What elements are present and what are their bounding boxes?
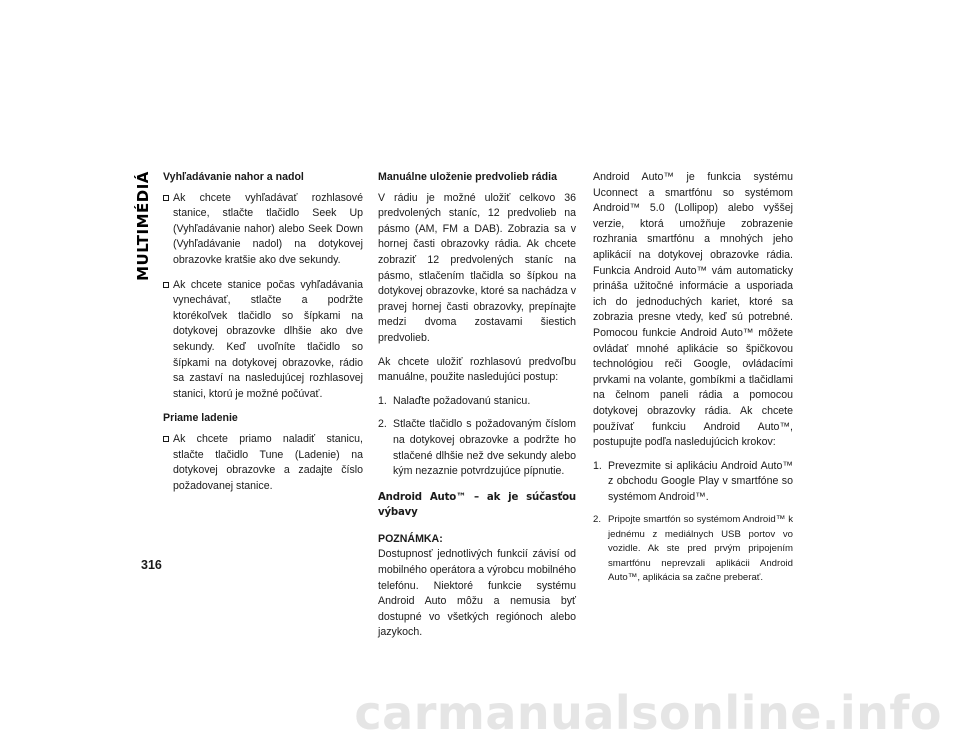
bullet-text: Ak chcete stanice počas vyhľadávania vynechávať, stlačte a podržte ktorékoľvek tlačidlo so šípkami na dotykovej obrazovke dlhšie ako dve sekundy. Keď uvoľníte tlačidlo so šípkami na dotykovej obrazovke, rádio sa zastaví na nasledujúcej rozhlasovej stanici, ktorú je možné počúvať.: [173, 278, 363, 400]
heading-android-auto: Android Auto™ – ak je súčasťou výbavy: [378, 491, 576, 519]
column-right: [593, 170, 793, 594]
chapter-side-tab: [132, 170, 154, 282]
page-number: 316: [141, 558, 162, 572]
bullet-item: [163, 191, 363, 269]
note-heading: POZNÁMKA:: [378, 532, 443, 545]
list-item: [593, 459, 793, 506]
paragraph-android-auto: Android Auto™ je funkcia systému Uconnect a smartfónu so systémom Android™ 5.0 (Lollipop) alebo vyššej verzie, ktorá umožňuje zobrazenie rozhrania smartfónu a mnohých jeho aplikácií na dotykovej obrazovke rádia. Funkcia Android Auto™ vám automaticky prináša užitočné informácie a usporiada ich do jednoduchých kariet, ktoré sa zobrazia presne vtedy, keď sú potrebné. Pomocou funkcie Android Auto™ môžete ovládať mnohé aplikácie so špičkovou technológiou reči Google, ovládacími prvkami na volante, gombíkmi a tlačidlami na čelnom paneli rádia a pomocou dotykovej obrazovky rádia. Ak chcete používať funkciu Android Auto™, postupujte podľa nasledujúcich krokov:: [593, 171, 793, 449]
footer: [0, 660, 960, 742]
square-bullet-icon: [163, 282, 169, 288]
column-middle: [378, 170, 576, 641]
list-text: Stlačte tlačidlo s požadovaným číslom na dotykovej obrazovke a podržte ho stlačené dlhšie než dve sekundy alebo kým nezaznie potvrdzujúce pípnutie.: [393, 418, 576, 478]
list-text: Pripojte smartfón so systémom Android™ k jednému z mediálnych USB portov vo vozidle. Ak ste pred prvým pripojením smartfónu neprevzali aplikácii Android Auto™, aplikácia sa začne preberať.: [608, 514, 793, 584]
heading-seek: Vyhľadávanie nahor a nadol: [163, 171, 304, 183]
watermark-text: carmanualsonline.info: [354, 686, 942, 740]
list-item: [378, 417, 576, 479]
bullet-item: [163, 278, 363, 403]
square-bullet-icon: [163, 436, 169, 442]
list-item: [593, 513, 793, 586]
bullet-text: Ak chcete priamo naladiť stanicu, stlačte tlačidlo Tune (Ladenie) na dotykovej obrazovke a zadajte číslo požadovanej stanice.: [173, 432, 363, 492]
heading-manual-presets: Manuálne uloženie predvolieb rádia: [378, 171, 557, 183]
column-left: [163, 170, 363, 503]
list-item: [378, 394, 576, 410]
list-number: 2.: [593, 514, 602, 526]
chapter-side-tab-label: MULTIMÉDIÁ: [134, 171, 152, 281]
square-bullet-icon: [163, 195, 169, 201]
list-text: Nalaďte požadovanú stanicu.: [393, 394, 531, 407]
list-number: 1.: [378, 394, 387, 407]
heading-direct-tune: Priame ladenie: [163, 412, 238, 425]
bullet-text: Ak chcete vyhľadávať rozhlasové stanice, stlačte tlačidlo Seek Up (Vyhľadávanie nahor) alebo Seek Down (Vyhľadávanie nadol) na dotykovej obrazovke kratšie ako dve sekundy.: [173, 191, 363, 266]
bullet-item: [163, 432, 363, 494]
note-body: Dostupnosť jednotlivých funkcií závisí od mobilného operátora a výrobcu mobilného telefónu. Niektoré funkcie systému Android Auto môžu a nemusia byť dostupné vo všetkých regiónoch alebo jazykoch.: [378, 548, 576, 639]
paragraph-procedure: Ak chcete uložiť rozhlasovú predvoľbu manuálne, použite nasledujúci postup:: [378, 355, 576, 384]
paragraph-presets: V rádiu je možné uložiť celkovo 36 predvolených staníc, 12 predvolieb na pásmo (AM, FM a DAB). Zobrazia sa v hornej časti obrazovky rádia. Ak chcete zobraziť 12 predvolených staníc na pásmo, stlačením tlačidla so šípkou na dotykovej obrazovke, ktoré sa nachádza v pravej hornej časti obrazovky, prepínajte medzi dvoma zostavami šiestich predvolieb.: [378, 191, 576, 344]
list-text: Prevezmite si aplikáciu Android Auto™ z obchodu Google Play v smartfóne so systémom Android™.: [608, 459, 793, 503]
list-number: 2.: [378, 418, 387, 431]
list-number: 1.: [593, 459, 602, 472]
